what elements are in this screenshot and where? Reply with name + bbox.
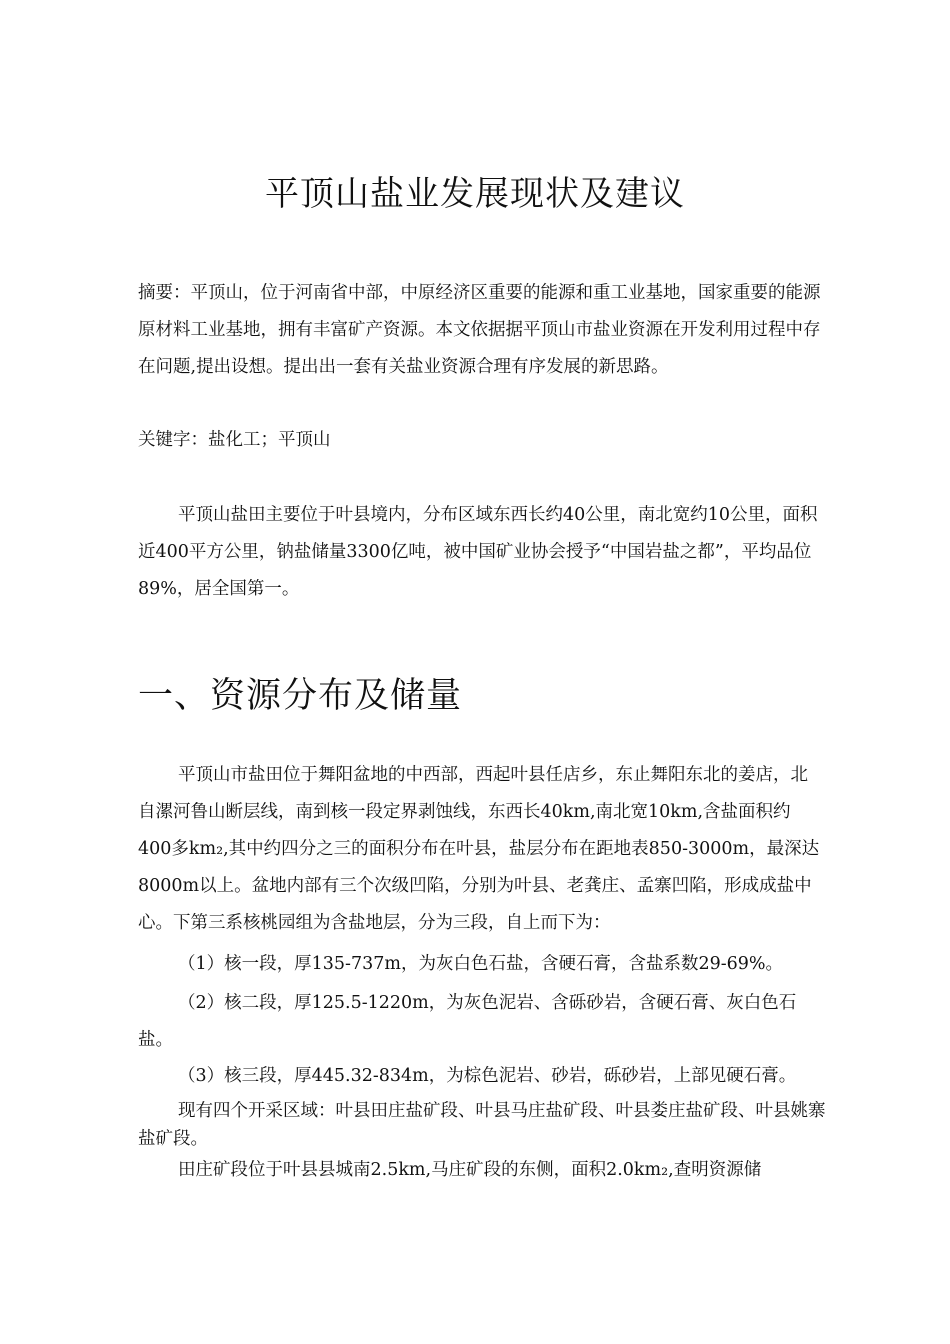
- intro-paragraph: 平顶山盐田主要位于叶县境内，分布区域东西长约40公里，南北宽约10公里，面积近400平方公里，钠盐储量3300亿吨，被中国矿业协会授予“中国岩盐之都”，平均品位89%，居全国第一。: [138, 505, 818, 599]
- abstract-paragraph: 摘要：平顶山，位于河南省中部，中原经济区重要的能源和重工业基地，国家重要的能源原材料工业基地，拥有丰富矿产资源。本文依据据平顶山市盐业资源在开发利用过程中存在问题,提出设想。提出出一套有关盐业资源合理有序发展的新思路。: [138, 283, 821, 377]
- section-paragraph-3: 田庄矿段位于叶县县城南2.5km,马庄矿段的东侧，面积2.0km₂,查明资源储: [178, 1160, 762, 1180]
- section-paragraph-1: 平顶山市盐田位于舞阳盆地的中西部，西起叶县任店乡，东止舞阳东北的姜店，北自漯河鲁山断层线，南到核一段定界剥蚀线，东西长40km,南北宽10km,含盐面积约400多km₂,其中约四分之三的面积分布在叶县，盐层分布在距地表850-3000m，最深达8000m以上。盆地内部有三个次级凹陷，分别为叶县、老龚庄、孟寨凹陷，形成成盐中心。下第三系核桃园组为含盐地层，分为三段，自上而下为：: [138, 765, 820, 933]
- list-item-2: （2）核二段，厚125.5-1220m，为灰色泥岩、含砾砂岩，含硬石膏、灰白色石盐。: [138, 993, 797, 1050]
- document-title: 平顶山盐业发展现状及建议: [265, 174, 685, 214]
- section-paragraph-2: 现有四个开采区域：叶县田庄盐矿段、叶县马庄盐矿段、叶县娄庄盐矿段、叶县姚寨盐矿段。: [138, 1101, 826, 1149]
- list-item-1: （1）核一段，厚135-737m，为灰白色石盐，含硬石膏，含盐系数29-69%。: [178, 954, 784, 974]
- list-item-3: （3）核三段，厚445.32-834m，为棕色泥岩、砂岩，砾砂岩，上部见硬石膏。: [178, 1066, 797, 1086]
- section-heading: 一、资源分布及储量: [138, 676, 463, 716]
- keywords-line: 关键字：盐化工；平顶山: [138, 430, 331, 450]
